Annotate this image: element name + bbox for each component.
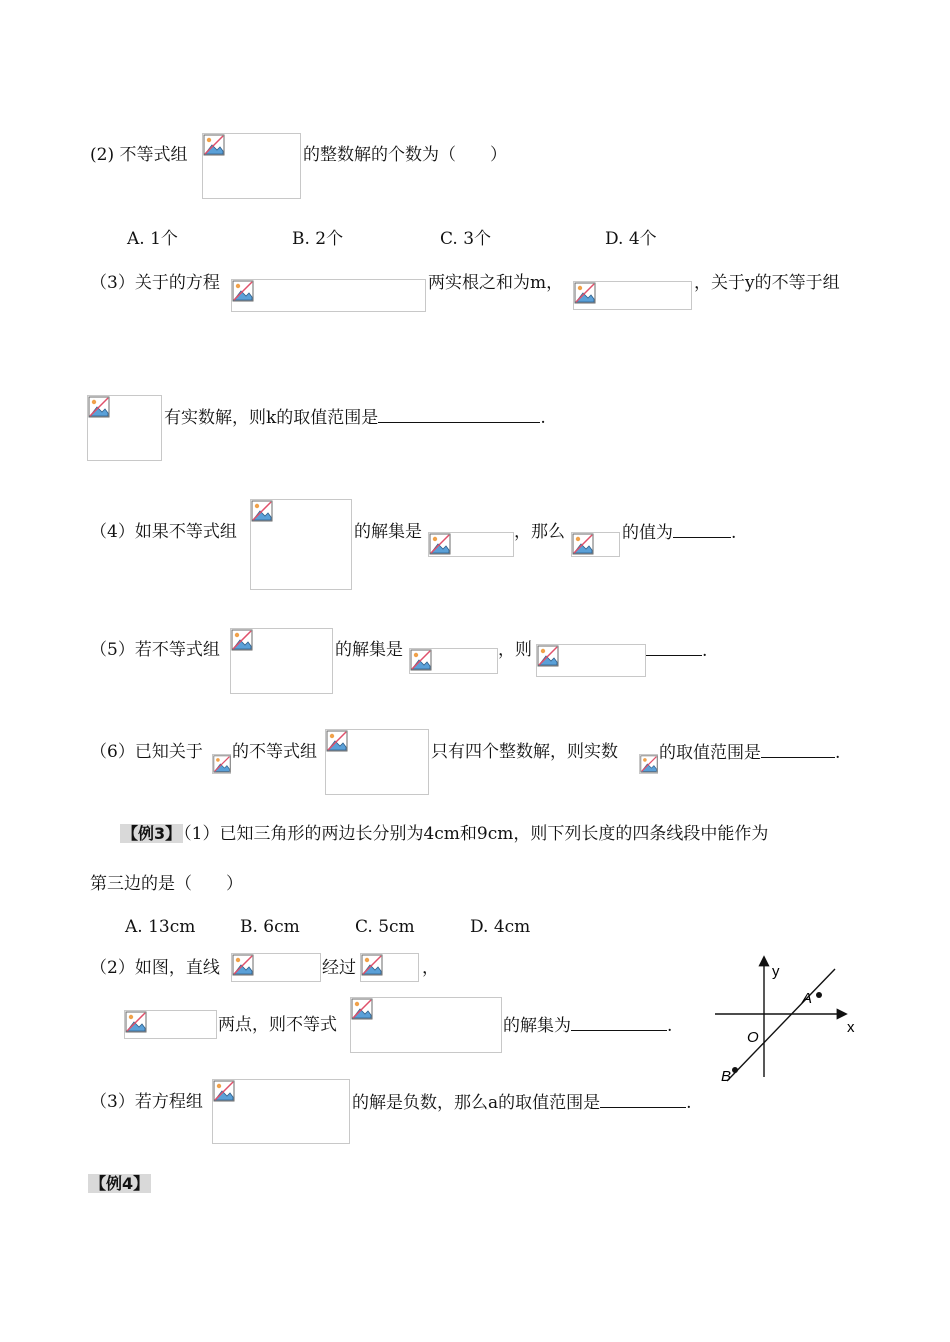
broken-image-icon xyxy=(351,998,373,1020)
coordinate-graph xyxy=(710,950,870,1085)
q6-text-4 xyxy=(659,741,840,764)
broken-image-icon xyxy=(203,134,225,156)
period: . xyxy=(731,523,737,543)
formula-image xyxy=(360,953,419,982)
q4-text-3: ，那么 xyxy=(514,522,565,542)
example3-q1-text: （1）已知三角形的两边长分别为4cm和9cm，则下列长度的四条线段中能作为 xyxy=(183,824,769,844)
broken-image-icon xyxy=(213,1080,235,1102)
formula-image xyxy=(536,644,646,677)
ex3-q2-text-5 xyxy=(503,1014,672,1037)
broken-image-icon xyxy=(640,755,658,773)
q2-prefix: (2) 不等式组 xyxy=(90,145,188,165)
point-b xyxy=(732,1067,738,1073)
formula-image xyxy=(87,395,162,461)
example3-label: 【例3】 xyxy=(122,824,182,843)
point-b-label: B xyxy=(721,1068,732,1085)
q6-text-1: （6）已知关于 xyxy=(90,742,203,762)
broken-image-icon xyxy=(232,954,254,976)
ex3-q3-text-2-label: 的解是负数，那么a的取值范围是 xyxy=(352,1093,601,1113)
broken-image-icon xyxy=(88,396,110,418)
point-a-label: A xyxy=(802,990,813,1007)
broken-image-icon xyxy=(572,533,594,555)
ex3-option-b: B. 6cm xyxy=(240,917,300,937)
broken-image-icon xyxy=(361,954,383,976)
answer-blank[interactable] xyxy=(378,406,540,423)
broken-image-icon xyxy=(410,649,432,671)
broken-image-icon xyxy=(429,533,451,555)
q6-text-4-label: 的取值范围是 xyxy=(659,743,761,763)
period: . xyxy=(540,408,546,428)
broken-image-icon xyxy=(232,280,254,302)
q4-text-2: 的解集是 xyxy=(354,522,422,542)
ex3-q2-text-4: 两点，则不等式 xyxy=(218,1015,337,1035)
q2-option-d: D. 4个 xyxy=(605,229,657,249)
q4-text-4-label: 的值为 xyxy=(622,523,673,543)
q5-text-4 xyxy=(646,639,707,662)
q2-option-b: B. 2个 xyxy=(292,229,344,249)
example4-heading xyxy=(88,1173,151,1195)
q3-text-3: ，关于y的不等于组 xyxy=(694,273,840,293)
formula-image xyxy=(350,997,502,1053)
q3-text-4 xyxy=(164,406,546,429)
broken-image-icon xyxy=(125,1011,147,1033)
period: . xyxy=(835,743,841,763)
formula-image xyxy=(428,532,514,557)
ex3-option-c: C. 5cm xyxy=(355,917,415,937)
ex3-q2-text-1: （2）如图，直线 xyxy=(90,958,220,978)
broken-image-icon xyxy=(574,282,596,304)
ex3-q2-text-2: 经过 xyxy=(322,958,356,978)
formula-image xyxy=(212,1079,350,1144)
formula-image xyxy=(231,279,426,312)
example4-label: 【例4】 xyxy=(90,1174,150,1193)
answer-blank[interactable] xyxy=(600,1091,686,1108)
answer-blank[interactable] xyxy=(571,1014,667,1031)
ex3-q3-text-1: （3）若方程组 xyxy=(90,1092,203,1112)
answer-blank[interactable] xyxy=(646,639,702,656)
ex3-option-a: A. 13cm xyxy=(125,917,196,937)
period: . xyxy=(667,1016,673,1036)
broken-image-icon xyxy=(251,500,273,522)
ex3-q2-text-5-label: 的解集为 xyxy=(503,1016,571,1036)
broken-image-icon xyxy=(537,645,559,667)
ex3-q2-text-3: ， xyxy=(422,958,439,978)
formula-image xyxy=(231,953,321,982)
period: . xyxy=(702,641,708,661)
formula-image xyxy=(639,754,658,774)
formula-image xyxy=(573,281,692,310)
q6-text-3: 只有四个整数解，则实数 xyxy=(431,742,618,762)
formula-image xyxy=(250,499,352,590)
q3-text-1: （3）关于的方程 xyxy=(90,273,220,293)
line-graph xyxy=(727,969,835,1081)
broken-image-icon xyxy=(213,755,231,773)
formula-image xyxy=(571,532,620,557)
formula-image xyxy=(409,648,498,674)
formula-image xyxy=(325,729,429,795)
q2-option-c: C. 3个 xyxy=(440,229,492,249)
q5-text-1: （5）若不等式组 xyxy=(90,640,220,660)
q5-text-3: ，则 xyxy=(498,640,532,660)
ex3-q3-text-2 xyxy=(352,1091,692,1114)
q5-text-2: 的解集是 xyxy=(335,640,403,660)
broken-image-icon xyxy=(231,629,253,651)
q2-suffix: 的整数解的个数为（ ） xyxy=(303,145,507,165)
example3-line2: 第三边的是（ ） xyxy=(90,874,243,894)
formula-image xyxy=(202,133,301,199)
x-axis-label: x xyxy=(847,1019,855,1036)
q3-text-2: 两实根之和为m， xyxy=(428,273,564,293)
broken-image-icon xyxy=(326,730,348,752)
formula-image xyxy=(124,1010,217,1039)
answer-blank[interactable] xyxy=(673,521,731,538)
q4-text-4 xyxy=(622,521,736,544)
q2-option-a: A. 1个 xyxy=(127,229,178,249)
y-axis-label: y xyxy=(772,963,780,980)
q4-text-1: （4）如果不等式组 xyxy=(90,522,237,542)
period: . xyxy=(686,1093,692,1113)
formula-image xyxy=(212,754,231,774)
ex3-option-d: D. 4cm xyxy=(470,917,531,937)
answer-blank[interactable] xyxy=(761,741,835,758)
formula-image xyxy=(230,628,333,694)
q6-text-2: 的不等式组 xyxy=(232,742,317,762)
example3-line1 xyxy=(120,823,768,845)
q3-text-4-label: 有实数解，则k的取值范围是 xyxy=(164,408,379,428)
point-a xyxy=(816,992,822,998)
origin-label: O xyxy=(747,1029,759,1046)
